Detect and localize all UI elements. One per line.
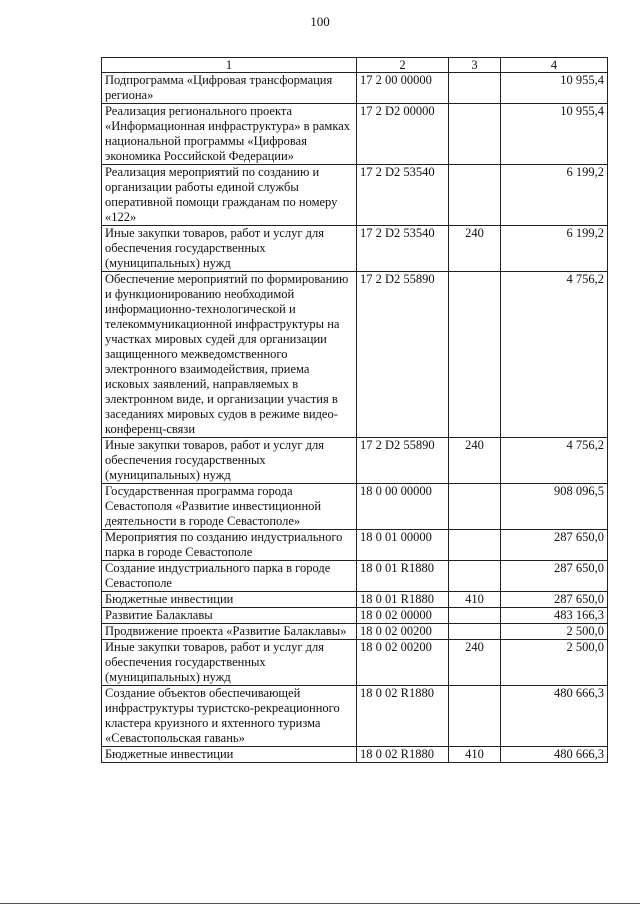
cell-name: Мероприятия по созданию индустриального парка в городе Севастополе xyxy=(102,530,357,561)
cell-amount: 6 199,2 xyxy=(501,165,608,226)
cell-code: 18 0 01 00000 xyxy=(357,530,449,561)
cell-amount: 2 500,0 xyxy=(501,640,608,686)
cell-expense-type xyxy=(449,608,501,624)
cell-expense-type xyxy=(449,561,501,592)
table-row xyxy=(102,592,608,608)
cell-amount: 480 666,3 xyxy=(501,747,608,763)
table-row xyxy=(102,608,608,624)
cell-amount: 908 096,5 xyxy=(501,484,608,530)
cell-amount: 4 756,2 xyxy=(501,438,608,484)
cell-amount: 6 199,2 xyxy=(501,226,608,272)
cell-name: Создание объектов обеспечивающей инфраструктуры туристско-рекреационного кластера круизного и яхтенного туризма «Севастопольская гавань» xyxy=(102,686,357,747)
page-number: 100 xyxy=(310,14,330,29)
cell-amount: 480 666,3 xyxy=(501,686,608,747)
cell-code: 17 2 D2 55890 xyxy=(357,272,449,438)
column-header-vr: 3 xyxy=(449,58,501,73)
table-row xyxy=(102,624,608,640)
cell-code: 18 0 01 R1880 xyxy=(357,592,449,608)
cell-expense-type: 240 xyxy=(449,438,501,484)
table-row xyxy=(102,73,608,104)
scan-edge-line xyxy=(0,903,640,904)
cell-expense-type: 410 xyxy=(449,592,501,608)
cell-name: Обеспечение мероприятий по формированию и функционированию необходимой информационно-технологической и телекоммуникационной инфраструктуры на участках мировых судей для организации защищенного межведомственного электронного взаимодействия, приема исковых заявлений, направляемых в электронном виде, и организации участия в заседаниях мировых судов в режиме видео-конференц-связи xyxy=(102,272,357,438)
cell-code: 18 0 02 00000 xyxy=(357,608,449,624)
cell-name: Государственная программа города Севастополя «Развитие инвестиционной деятельности в городе Севастополе» xyxy=(102,484,357,530)
table-row xyxy=(102,484,608,530)
table-header-row xyxy=(102,58,608,73)
cell-expense-type xyxy=(449,624,501,640)
cell-code: 17 2 D2 00000 xyxy=(357,104,449,165)
cell-expense-type xyxy=(449,484,501,530)
cell-name: Продвижение проекта «Развитие Балаклавы» xyxy=(102,624,357,640)
cell-name: Реализация мероприятий по созданию и организации работы единой службы оперативной помощи гражданам по номеру «122» xyxy=(102,165,357,226)
cell-name: Иные закупки товаров, работ и услуг для обеспечения государственных (муниципальных) нужд xyxy=(102,640,357,686)
table-row xyxy=(102,226,608,272)
table-row xyxy=(102,747,608,763)
cell-name: Подпрограмма «Цифровая трансформация региона» xyxy=(102,73,357,104)
table-row xyxy=(102,272,608,438)
cell-expense-type: 240 xyxy=(449,640,501,686)
cell-amount: 10 955,4 xyxy=(501,73,608,104)
cell-expense-type xyxy=(449,686,501,747)
table-row xyxy=(102,561,608,592)
table-row xyxy=(102,686,608,747)
cell-name: Иные закупки товаров, работ и услуг для обеспечения государственных (муниципальных) нужд xyxy=(102,226,357,272)
cell-amount: 483 166,3 xyxy=(501,608,608,624)
cell-expense-type: 240 xyxy=(449,226,501,272)
cell-expense-type: 410 xyxy=(449,747,501,763)
cell-name: Иные закупки товаров, работ и услуг для обеспечения государственных (муниципальных) нужд xyxy=(102,438,357,484)
cell-code: 18 0 02 R1880 xyxy=(357,686,449,747)
cell-code: 18 0 02 00200 xyxy=(357,624,449,640)
cell-name: Развитие Балаклавы xyxy=(102,608,357,624)
column-header-code: 2 xyxy=(357,58,449,73)
cell-code: 17 2 D2 55890 xyxy=(357,438,449,484)
cell-name: Реализация регионального проекта «Информационная инфраструктура» в рамках национальной программы «Цифровая экономика Российской Федерации» xyxy=(102,104,357,165)
cell-amount: 287 650,0 xyxy=(501,592,608,608)
cell-expense-type xyxy=(449,73,501,104)
cell-name: Бюджетные инвестиции xyxy=(102,592,357,608)
table-row xyxy=(102,530,608,561)
cell-expense-type xyxy=(449,165,501,226)
cell-code: 17 2 00 00000 xyxy=(357,73,449,104)
cell-expense-type xyxy=(449,272,501,438)
table-row xyxy=(102,104,608,165)
cell-amount: 287 650,0 xyxy=(501,530,608,561)
cell-expense-type xyxy=(449,104,501,165)
cell-amount: 2 500,0 xyxy=(501,624,608,640)
column-header-amount: 4 xyxy=(501,58,608,73)
table-row xyxy=(102,640,608,686)
cell-name: Создание индустриального парка в городе Севастополе xyxy=(102,561,357,592)
column-header-name: 1 xyxy=(102,58,357,73)
cell-amount: 287 650,0 xyxy=(501,561,608,592)
cell-name: Бюджетные инвестиции xyxy=(102,747,357,763)
cell-code: 17 2 D2 53540 xyxy=(357,165,449,226)
cell-amount: 4 756,2 xyxy=(501,272,608,438)
table-row xyxy=(102,165,608,226)
cell-code: 18 0 02 00200 xyxy=(357,640,449,686)
cell-code: 17 2 D2 53540 xyxy=(357,226,449,272)
cell-amount: 10 955,4 xyxy=(501,104,608,165)
cell-code: 18 0 01 R1880 xyxy=(357,561,449,592)
table-row xyxy=(102,438,608,484)
cell-expense-type xyxy=(449,530,501,561)
cell-code: 18 0 00 00000 xyxy=(357,484,449,530)
budget-table xyxy=(101,57,608,763)
cell-code: 18 0 02 R1880 xyxy=(357,747,449,763)
